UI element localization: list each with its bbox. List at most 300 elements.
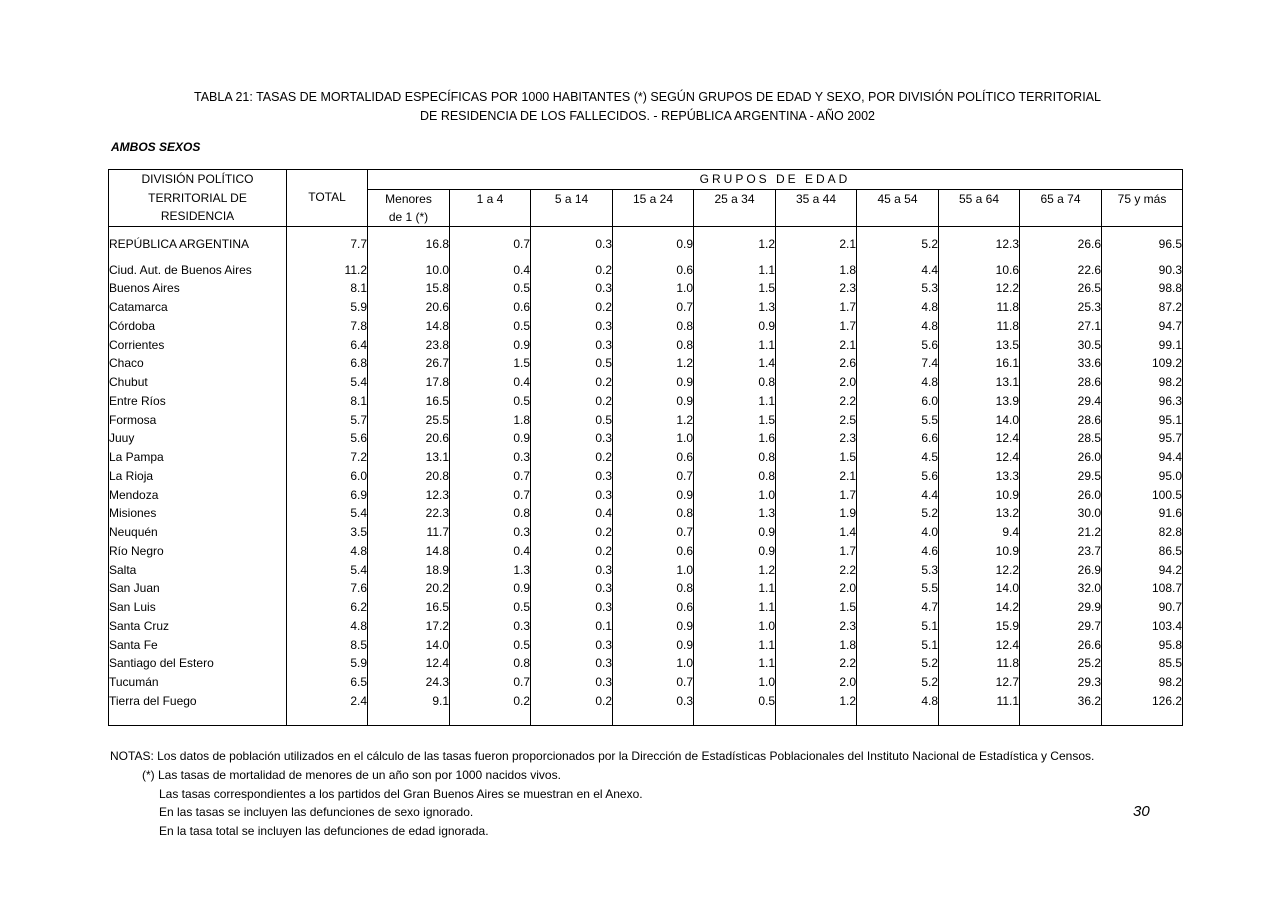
rate-cell: 0.8 — [613, 504, 694, 523]
province-name: Tucumán — [109, 675, 159, 689]
rate-cell: 16.5 — [368, 392, 450, 411]
table-row — [109, 561, 1183, 580]
rate-cell: 2.2 — [776, 561, 857, 580]
rate-cell: 0.8 — [613, 317, 694, 336]
rate-cell: 82.8 — [1102, 523, 1183, 542]
rate-cell: 6.4 — [287, 336, 368, 355]
rate-cell: 1.5 — [776, 448, 857, 467]
province-name: Ciud. Aut. de Buenos Aires — [109, 262, 252, 277]
province-name: Santiago del Estero — [109, 656, 214, 671]
rate-cell: 2.5 — [776, 411, 857, 430]
rate-cell: 1.8 — [776, 636, 857, 655]
rate-cell: 2.0 — [776, 673, 857, 692]
rate-cell: 4.8 — [857, 373, 939, 392]
rate-cell: 5.9 — [287, 298, 368, 317]
rate-cell: 36.2 — [1020, 692, 1102, 711]
rate-cell: 98.2 — [1102, 373, 1183, 392]
rate-cell: 14.0 — [368, 636, 450, 655]
rate-cell: 95.1 — [1102, 411, 1183, 430]
rate-cell: 20.8 — [368, 467, 450, 486]
rate-cell: 12.4 — [939, 636, 1020, 655]
table-bottom-padding — [109, 711, 1183, 726]
rate-cell: 1.5 — [694, 411, 776, 430]
rate-cell: 20.2 — [368, 579, 450, 598]
rate-cell: 13.1 — [939, 373, 1020, 392]
province-name: Corrientes — [109, 337, 165, 352]
rate-cell: 2.2 — [776, 392, 857, 411]
rate-cell: 5.2 — [857, 654, 939, 673]
rate-cell: 1.0 — [613, 561, 694, 580]
note-sources: NOTAS: Los datos de población utilizados en el cálculo de las tasas fueron proporcionados por la Dirección de Estadísticas Poblacionales del Instituto Nacional de Estadística y Censos. — [110, 749, 1095, 763]
rate-cell: 14.8 — [368, 542, 450, 561]
rate-cell: 4.8 — [287, 542, 368, 561]
header-age-1: 1 a 4 — [450, 189, 531, 226]
rate-cell: 108.7 — [1102, 579, 1183, 598]
rate-cell: 32.0 — [1020, 579, 1102, 598]
rate-cell: 2.0 — [776, 373, 857, 392]
national-value-6: 2.1 — [776, 226, 857, 261]
rate-cell: 11.1 — [939, 692, 1020, 711]
rate-cell: 0.5 — [450, 636, 531, 655]
rate-cell: 0.9 — [613, 373, 694, 392]
rate-cell: 11.2 — [287, 261, 368, 280]
rate-cell: 0.3 — [531, 673, 613, 692]
rate-cell: 8.1 — [287, 392, 368, 411]
national-name: REPÚBLICA ARGENTINA — [109, 236, 250, 251]
rate-cell: 25.2 — [1020, 654, 1102, 673]
rate-cell: 1.5 — [694, 279, 776, 298]
rate-cell: 1.7 — [776, 486, 857, 505]
mortality-table — [108, 169, 1183, 726]
rate-cell: 6.0 — [287, 467, 368, 486]
rate-cell: 0.5 — [450, 392, 531, 411]
rate-cell: 5.7 — [287, 411, 368, 430]
table-row — [109, 467, 1183, 486]
rate-cell: 5.9 — [287, 654, 368, 673]
note-gran-buenos-aires: Las tasas correspondientes a los partidos del Gran Buenos Aires se muestran en el Anexo. — [159, 786, 643, 801]
rate-cell: 1.5 — [776, 598, 857, 617]
rate-cell: 5.6 — [857, 336, 939, 355]
rate-cell: 5.6 — [287, 429, 368, 448]
table-row — [109, 336, 1183, 355]
rate-cell: 98.2 — [1102, 673, 1183, 692]
rate-cell: 5.3 — [857, 561, 939, 580]
rate-cell: 0.7 — [613, 298, 694, 317]
rate-cell: 0.9 — [694, 317, 776, 336]
rate-cell: 0.8 — [450, 654, 531, 673]
rate-cell: 1.0 — [613, 279, 694, 298]
rate-cell: 9.1 — [368, 692, 450, 711]
rate-cell: 11.7 — [368, 523, 450, 542]
rate-cell: 5.5 — [857, 411, 939, 430]
province-name: Río Negro — [109, 543, 164, 558]
rate-cell: 10.6 — [939, 261, 1020, 280]
province-name: La Pampa — [109, 450, 164, 464]
rate-cell: 0.6 — [613, 448, 694, 467]
rate-cell: 0.8 — [450, 504, 531, 523]
rate-cell: 15.8 — [368, 279, 450, 298]
rate-cell: 0.6 — [613, 261, 694, 280]
rate-cell: 13.5 — [939, 336, 1020, 355]
rate-cell: 12.7 — [939, 673, 1020, 692]
rate-cell: 0.7 — [450, 673, 531, 692]
rate-cell: 7.4 — [857, 354, 939, 373]
rate-cell: 2.6 — [776, 354, 857, 373]
national-value-5: 1.2 — [694, 226, 776, 261]
rate-cell: 2.4 — [287, 692, 368, 711]
rate-cell: 0.9 — [450, 579, 531, 598]
rate-cell: 0.3 — [450, 448, 531, 467]
rate-cell: 14.2 — [939, 598, 1020, 617]
padding-cell — [109, 711, 287, 726]
rate-cell: 94.7 — [1102, 317, 1183, 336]
rate-cell: 1.1 — [694, 654, 776, 673]
rate-cell: 22.6 — [1020, 261, 1102, 280]
province-name: Juuy — [109, 431, 135, 446]
province-name: Córdoba — [109, 318, 156, 333]
rate-cell: 0.8 — [613, 579, 694, 598]
rate-cell: 6.8 — [287, 354, 368, 373]
header-age-8: 65 a 74 — [1020, 189, 1102, 226]
rate-cell: 1.2 — [613, 354, 694, 373]
rate-cell: 0.2 — [531, 373, 613, 392]
page-number: 30 — [1133, 803, 1150, 820]
rate-cell: 1.1 — [694, 636, 776, 655]
rate-cell: 6.6 — [857, 429, 939, 448]
table-row — [109, 542, 1183, 561]
rate-cell: 4.8 — [287, 617, 368, 636]
padding-cell — [694, 711, 776, 726]
header-age-groups: GRUPOS DE EDAD — [368, 170, 1183, 190]
rate-cell: 11.8 — [939, 317, 1020, 336]
rate-cell: 1.0 — [613, 654, 694, 673]
rate-cell: 2.0 — [776, 579, 857, 598]
table-row — [109, 504, 1183, 523]
table-row — [109, 392, 1183, 411]
rate-cell: 22.3 — [368, 504, 450, 523]
rate-cell: 0.8 — [694, 373, 776, 392]
rate-cell: 13.2 — [939, 504, 1020, 523]
rate-cell: 17.2 — [368, 617, 450, 636]
rate-cell: 6.9 — [287, 486, 368, 505]
rate-cell: 0.7 — [613, 523, 694, 542]
rate-cell: 1.7 — [776, 317, 857, 336]
rate-cell: 0.5 — [450, 279, 531, 298]
rate-cell: 0.3 — [450, 523, 531, 542]
rate-cell: 0.3 — [450, 617, 531, 636]
rate-cell: 0.9 — [450, 429, 531, 448]
rate-cell: 0.2 — [531, 261, 613, 280]
padding-cell — [939, 711, 1020, 726]
national-value-4: 0.9 — [613, 226, 694, 261]
national-value-0: 7.7 — [287, 226, 368, 261]
rate-cell: 1.0 — [694, 617, 776, 636]
rate-cell: 16.1 — [939, 354, 1020, 373]
rate-cell: 1.0 — [694, 486, 776, 505]
header-division-line1: DIVISIÓN POLÍTICO — [141, 172, 254, 186]
rate-cell: 0.3 — [531, 429, 613, 448]
padding-cell — [368, 711, 450, 726]
rate-cell: 5.1 — [857, 636, 939, 655]
table-row — [109, 448, 1183, 467]
table-row — [109, 279, 1183, 298]
rate-cell: 95.7 — [1102, 429, 1183, 448]
rate-cell: 16.5 — [368, 598, 450, 617]
national-row — [109, 226, 1183, 261]
rate-cell: 6.2 — [287, 598, 368, 617]
header-age-5: 35 a 44 — [776, 189, 857, 226]
sex-subtitle: AMBOS SEXOS — [111, 140, 201, 154]
rate-cell: 1.8 — [450, 411, 531, 430]
rate-cell: 1.0 — [613, 429, 694, 448]
rate-cell: 30.5 — [1020, 336, 1102, 355]
rate-cell: 10.0 — [368, 261, 450, 280]
rate-cell: 1.1 — [694, 392, 776, 411]
province-name: Santa Fe — [109, 637, 158, 652]
rate-cell: 0.3 — [531, 467, 613, 486]
rate-cell: 4.4 — [857, 261, 939, 280]
rate-cell: 1.3 — [694, 298, 776, 317]
rate-cell: 7.6 — [287, 579, 368, 598]
rate-cell: 2.1 — [776, 336, 857, 355]
rate-cell: 4.7 — [857, 598, 939, 617]
rate-cell: 94.2 — [1102, 561, 1183, 580]
rate-cell: 1.8 — [776, 261, 857, 280]
padding-cell — [531, 711, 613, 726]
rate-cell: 0.4 — [531, 504, 613, 523]
header-division-line2: TERRITORIAL DE — [148, 190, 247, 205]
rate-cell: 14.0 — [939, 411, 1020, 430]
header-menores-sub: de 1 (*) — [368, 208, 450, 227]
rate-cell: 1.0 — [694, 673, 776, 692]
table-row — [109, 317, 1183, 336]
table-row — [109, 486, 1183, 505]
rate-cell: 126.2 — [1102, 692, 1183, 711]
rate-cell: 0.7 — [450, 467, 531, 486]
rate-cell: 0.9 — [613, 392, 694, 411]
rate-cell: 26.5 — [1020, 279, 1102, 298]
national-value-3: 0.3 — [531, 226, 613, 261]
rate-cell: 1.2 — [694, 561, 776, 580]
rate-cell: 0.9 — [613, 617, 694, 636]
rate-cell: 20.6 — [368, 298, 450, 317]
rate-cell: 0.9 — [694, 542, 776, 561]
rate-cell: 4.4 — [857, 486, 939, 505]
rate-cell: 0.7 — [613, 467, 694, 486]
header-total: TOTAL — [287, 170, 368, 227]
rate-cell: 0.3 — [613, 692, 694, 711]
rate-cell: 12.4 — [939, 429, 1020, 448]
rate-cell: 4.8 — [857, 317, 939, 336]
rate-cell: 0.2 — [531, 523, 613, 542]
rate-cell: 26.0 — [1020, 486, 1102, 505]
table-row — [109, 598, 1183, 617]
note-sex-ignored: En las tasas se incluyen las defunciones de sexo ignorado. — [159, 805, 474, 820]
rate-cell: 94.4 — [1102, 448, 1183, 467]
national-value-9: 26.6 — [1020, 226, 1102, 261]
rate-cell: 87.2 — [1102, 298, 1183, 317]
rate-cell: 86.5 — [1102, 542, 1183, 561]
province-name: Chubut — [109, 375, 148, 389]
rate-cell: 29.5 — [1020, 467, 1102, 486]
rate-cell: 26.9 — [1020, 561, 1102, 580]
rate-cell: 1.1 — [694, 579, 776, 598]
national-value-8: 12.3 — [939, 226, 1020, 261]
table-row — [109, 411, 1183, 430]
rate-cell: 13.9 — [939, 392, 1020, 411]
province-name: Chaco — [109, 356, 144, 371]
padding-cell — [776, 711, 857, 726]
rate-cell: 99.1 — [1102, 336, 1183, 355]
rate-cell: 6.0 — [857, 392, 939, 411]
rate-cell: 0.3 — [531, 486, 613, 505]
rate-cell: 11.8 — [939, 654, 1020, 673]
rate-cell: 0.3 — [531, 336, 613, 355]
province-name: Misiones — [109, 506, 157, 521]
rate-cell: 95.8 — [1102, 636, 1183, 655]
rate-cell: 0.7 — [450, 486, 531, 505]
rate-cell: 13.1 — [368, 448, 450, 467]
rate-cell: 1.2 — [613, 411, 694, 430]
rate-cell: 5.3 — [857, 279, 939, 298]
table-row — [109, 523, 1183, 542]
rate-cell: 4.8 — [857, 298, 939, 317]
rate-cell: 0.9 — [613, 486, 694, 505]
rate-cell: 0.9 — [613, 636, 694, 655]
rate-cell: 0.7 — [613, 673, 694, 692]
rate-cell: 7.2 — [287, 448, 368, 467]
table-title — [110, 88, 1185, 125]
rate-cell: 1.4 — [776, 523, 857, 542]
rate-cell: 0.9 — [694, 523, 776, 542]
rate-cell: 12.3 — [368, 486, 450, 505]
rate-cell: 95.0 — [1102, 467, 1183, 486]
rate-cell: 28.6 — [1020, 411, 1102, 430]
table-row — [109, 673, 1183, 692]
rate-cell: 2.3 — [776, 429, 857, 448]
rate-cell: 8.5 — [287, 636, 368, 655]
table-row — [109, 429, 1183, 448]
rate-cell: 0.9 — [450, 336, 531, 355]
rate-cell: 13.3 — [939, 467, 1020, 486]
rate-cell: 29.4 — [1020, 392, 1102, 411]
rate-cell: 90.7 — [1102, 598, 1183, 617]
rate-cell: 0.1 — [531, 617, 613, 636]
rate-cell: 33.6 — [1020, 354, 1102, 373]
rate-cell: 30.0 — [1020, 504, 1102, 523]
rate-cell: 0.3 — [531, 598, 613, 617]
rate-cell: 12.4 — [368, 654, 450, 673]
table-row — [109, 298, 1183, 317]
rate-cell: 12.4 — [939, 448, 1020, 467]
table-row — [109, 579, 1183, 598]
padding-cell — [1020, 711, 1102, 726]
rate-cell: 18.9 — [368, 561, 450, 580]
rate-cell: 96.3 — [1102, 392, 1183, 411]
table-body — [109, 226, 1183, 725]
rate-cell: 0.3 — [531, 636, 613, 655]
rate-cell: 2.3 — [776, 617, 857, 636]
rate-cell: 23.8 — [368, 336, 450, 355]
national-value-7: 5.2 — [857, 226, 939, 261]
padding-cell — [613, 711, 694, 726]
rate-cell: 26.6 — [1020, 636, 1102, 655]
rate-cell: 5.2 — [857, 673, 939, 692]
rate-cell: 11.8 — [939, 298, 1020, 317]
rate-cell: 15.9 — [939, 617, 1020, 636]
rate-cell: 1.1 — [694, 598, 776, 617]
rate-cell: 8.1 — [287, 279, 368, 298]
province-name: San Luis — [109, 600, 156, 614]
rate-cell: 0.6 — [613, 598, 694, 617]
province-name: Santa Cruz — [109, 618, 170, 633]
rate-cell: 26.7 — [368, 354, 450, 373]
rate-cell: 2.1 — [776, 467, 857, 486]
rate-cell: 0.2 — [531, 542, 613, 561]
rate-cell: 0.4 — [450, 542, 531, 561]
rate-cell: 0.3 — [531, 279, 613, 298]
table-row — [109, 692, 1183, 711]
rate-cell: 27.1 — [1020, 317, 1102, 336]
rate-cell: 29.7 — [1020, 617, 1102, 636]
rate-cell: 0.3 — [531, 317, 613, 336]
rate-cell: 23.7 — [1020, 542, 1102, 561]
province-name: Formosa — [109, 412, 157, 427]
rate-cell: 25.5 — [368, 411, 450, 430]
rate-cell: 14.8 — [368, 317, 450, 336]
rate-cell: 0.8 — [613, 336, 694, 355]
rate-cell: 103.4 — [1102, 617, 1183, 636]
rate-cell: 25.3 — [1020, 298, 1102, 317]
rate-cell: 4.0 — [857, 523, 939, 542]
rate-cell: 1.7 — [776, 542, 857, 561]
rate-cell: 0.6 — [613, 542, 694, 561]
province-name: Entre Ríos — [109, 393, 166, 408]
rate-cell: 10.9 — [939, 486, 1020, 505]
rate-cell: 0.5 — [531, 354, 613, 373]
rate-cell: 0.5 — [450, 317, 531, 336]
header-age-7: 55 a 64 — [939, 189, 1020, 226]
rate-cell: 0.5 — [450, 598, 531, 617]
rate-cell: 90.3 — [1102, 261, 1183, 280]
rate-cell: 4.6 — [857, 542, 939, 561]
title-line-1: TABLA 21: TASAS DE MORTALIDAD ESPECÍFICAS POR 1000 HABITANTES (*) SEGÚN GRUPOS DE EDAD Y SEXO, POR DIVISIÓN POLÍTICO TERRITORIAL — [194, 90, 1101, 104]
rate-cell: 9.4 — [939, 523, 1020, 542]
rate-cell: 1.4 — [694, 354, 776, 373]
rate-cell: 17.8 — [368, 373, 450, 392]
rate-cell: 91.6 — [1102, 504, 1183, 523]
header-division-line3: RESIDENCIA — [160, 209, 235, 223]
note-infant-rate: (*) Las tasas de mortalidad de menores de un año son por 1000 nacidos vivos. — [142, 767, 561, 782]
rate-cell: 21.2 — [1020, 523, 1102, 542]
rate-cell: 0.3 — [531, 561, 613, 580]
notes-section — [110, 747, 1094, 841]
rate-cell: 1.5 — [450, 354, 531, 373]
header-menores: Menores — [368, 189, 450, 208]
rate-cell: 29.9 — [1020, 598, 1102, 617]
national-value-2: 0.7 — [450, 226, 531, 261]
header-age-3: 15 a 24 — [613, 189, 694, 226]
rate-cell: 1.9 — [776, 504, 857, 523]
rate-cell: 6.5 — [287, 673, 368, 692]
rate-cell: 0.5 — [694, 692, 776, 711]
table-row — [109, 373, 1183, 392]
rate-cell: 3.5 — [287, 523, 368, 542]
rate-cell: 1.6 — [694, 429, 776, 448]
rate-cell: 2.3 — [776, 279, 857, 298]
rate-cell: 4.5 — [857, 448, 939, 467]
rate-cell: 0.8 — [694, 448, 776, 467]
